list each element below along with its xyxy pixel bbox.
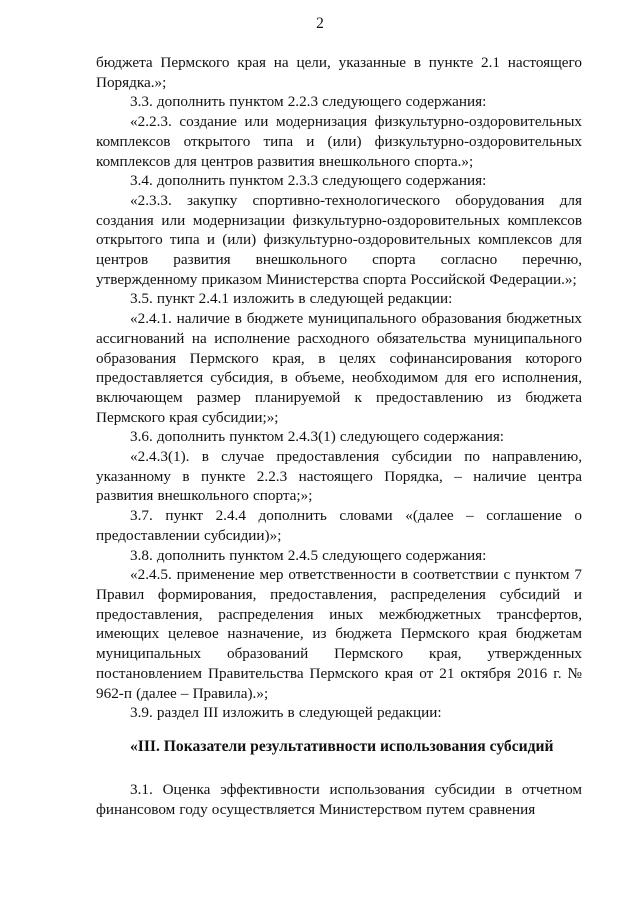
paragraph-item-3-6: 3.6. дополнить пунктом 2.4.3(1) следующего содержания:	[130, 428, 505, 446]
paragraph-clause-2-3-3: «2.3.3. закупку спортивно-технологического оборудования для создания или модернизации физкультурно-оздоровительных комплексов открытого типа и (или) физкультурно-оздоровительных комплексов для центров развития внешкольного спорта согласно перечню, утвержденному приказом Министерства спорта Российской Федерации.»;	[96, 191, 582, 288]
page-number: 2	[316, 15, 324, 32]
paragraph-item-3-7: 3.7. пункт 2.4.4 дополнить словами «(далее – соглашение о предоставлении субсидии)»;	[96, 507, 582, 544]
paragraph-clause-2-2-3: «2.2.3. создание или модернизация физкультурно-оздоровительных комплексов открытого типа и (или) физкультурно-оздоровительных комплексов для центров развития внешкольного спорта.»;	[96, 113, 582, 170]
section-heading: «III. Показатели результативности использования субсидий	[130, 737, 554, 755]
paragraph-clause-2-4-5: «2.4.5. применение мер ответственности в соответствии с пунктом 7 Правил формирования, предоставления, распределения субсидий и предоставления, распределения иных межбюджетных трансфертов, имеющих целевое назначение, из бюджета Пермского края бюджетам муниципальных образований Пермского края, утвержденных постановлением Правительства Пермского края от 21 октября 2016 г. № 962-п (далее – Правила).»;	[96, 566, 582, 702]
paragraph-budget-continuation: бюджета Пермского края на цели, указанные в пункте 2.1 настоящего Порядка.»;	[96, 54, 582, 91]
paragraph-clause-2-4-1: «2.4.1. наличие в бюджете муниципального образования бюджетных ассигнований на исполнение расходного обязательства муниципального образования Пермского края, в целях софинансирования которого предоставляется субсидия, в объеме, необходимом для его исполнения, включающем размер планируемой к предоставлению из бюджета Пермского края субсидии;»;	[96, 310, 582, 426]
paragraph-section-3-1: 3.1. Оценка эффективности использования субсидии в отчетном финансовом году осуществляется Министерством путем сравнения	[96, 780, 582, 818]
document-body	[96, 53, 582, 819]
paragraph-item-3-9: 3.9. раздел III изложить в следующей редакции:	[130, 704, 442, 722]
paragraph-item-3-4: 3.4. дополнить пунктом 2.3.3 следующего содержания:	[130, 172, 487, 190]
paragraph-item-3-3: 3.3. дополнить пунктом 2.2.3 следующего содержания:	[130, 93, 487, 111]
paragraph-clause-2-4-3-1: «2.4.3(1). в случае предоставления субсидии по направлению, указанному в пункте 2.2.3 настоящего Порядка, – наличие центра развития внешкольного спорта;»;	[96, 448, 582, 505]
paragraph-item-3-5: 3.5. пункт 2.4.1 изложить в следующей редакции:	[130, 290, 453, 308]
heading-spacer	[96, 757, 582, 780]
paragraph-item-3-8: 3.8. дополнить пунктом 2.4.5 следующего содержания:	[130, 546, 487, 564]
